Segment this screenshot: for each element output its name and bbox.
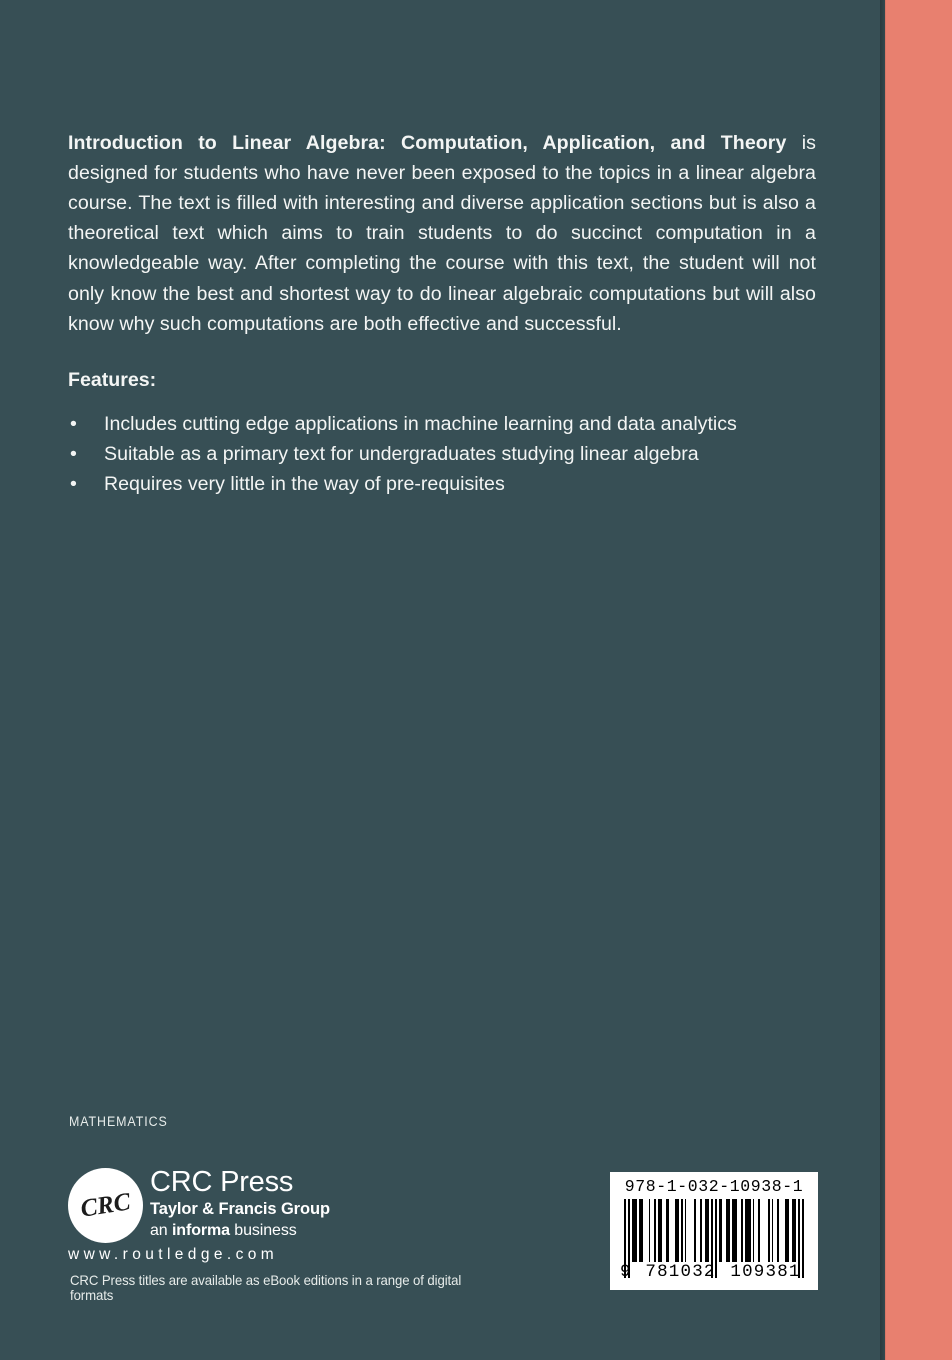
isbn-number: 978-1-032-10938-1	[624, 1177, 804, 1196]
blurb-paragraph	[68, 128, 816, 339]
subject-category-label: MATHEMATICS	[69, 1114, 168, 1129]
bullet-icon: •	[70, 443, 77, 466]
publisher-logo-block	[68, 1166, 488, 1303]
list-item	[68, 469, 816, 499]
features-list	[68, 409, 816, 500]
informa-word: informa	[171, 1222, 230, 1239]
list-item-label: Requires very little in the way of pre-requisites	[104, 473, 505, 496]
barcode-lead-digit: 9	[620, 1262, 631, 1282]
crc-circle-logo-icon	[68, 1168, 143, 1243]
barcode-digits	[620, 1260, 808, 1284]
barcode-bars	[624, 1199, 804, 1262]
list-item	[68, 439, 816, 469]
book-title-inline: Introduction to Linear Algebra: Computation, Application, and Theory	[68, 131, 787, 154]
crc-monogram: CRC	[78, 1187, 133, 1223]
features-heading: Features:	[68, 369, 157, 391]
list-item-label: Suitable as a primary text for undergraduates studying linear algebra	[104, 443, 699, 466]
ebook-availability-note: CRC Press titles are available as eBook editions in a range of digital formats	[70, 1273, 462, 1303]
informa-suffix: business	[229, 1222, 297, 1239]
isbn-barcode	[610, 1172, 818, 1290]
publisher-name-block	[150, 1166, 330, 1241]
publisher-website-url[interactable]: www.routledge.com	[68, 1246, 279, 1263]
blurb-body: is designed for students who have never been exposed to the topics in a linear algebra course. The text is filled with interesting and diverse application sections but is also a theoretical text which aims to train students to do succinct computation in a knowledgeable way. After completing the course with this text, the student will not only know the best and shortest way to do linear algebraic computations but will also know why such computations are both effective and successful.	[68, 131, 816, 335]
publisher-group: Taylor & Francis Group	[150, 1200, 330, 1218]
spine-stripe	[885, 0, 952, 1360]
publisher-name: CRC Press	[150, 1166, 294, 1198]
spine-shadow	[880, 0, 886, 1360]
barcode-right-group: 109381	[730, 1262, 801, 1282]
bullet-icon: •	[70, 413, 77, 435]
informa-prefix: an	[150, 1222, 172, 1239]
list-item-label: Includes cutting edge applications in machine learning and data analytics	[104, 413, 737, 435]
list-item	[68, 409, 816, 439]
barcode-left-group: 781032	[645, 1262, 716, 1282]
bullet-icon: •	[70, 473, 77, 496]
publisher-parent-line	[150, 1220, 330, 1241]
